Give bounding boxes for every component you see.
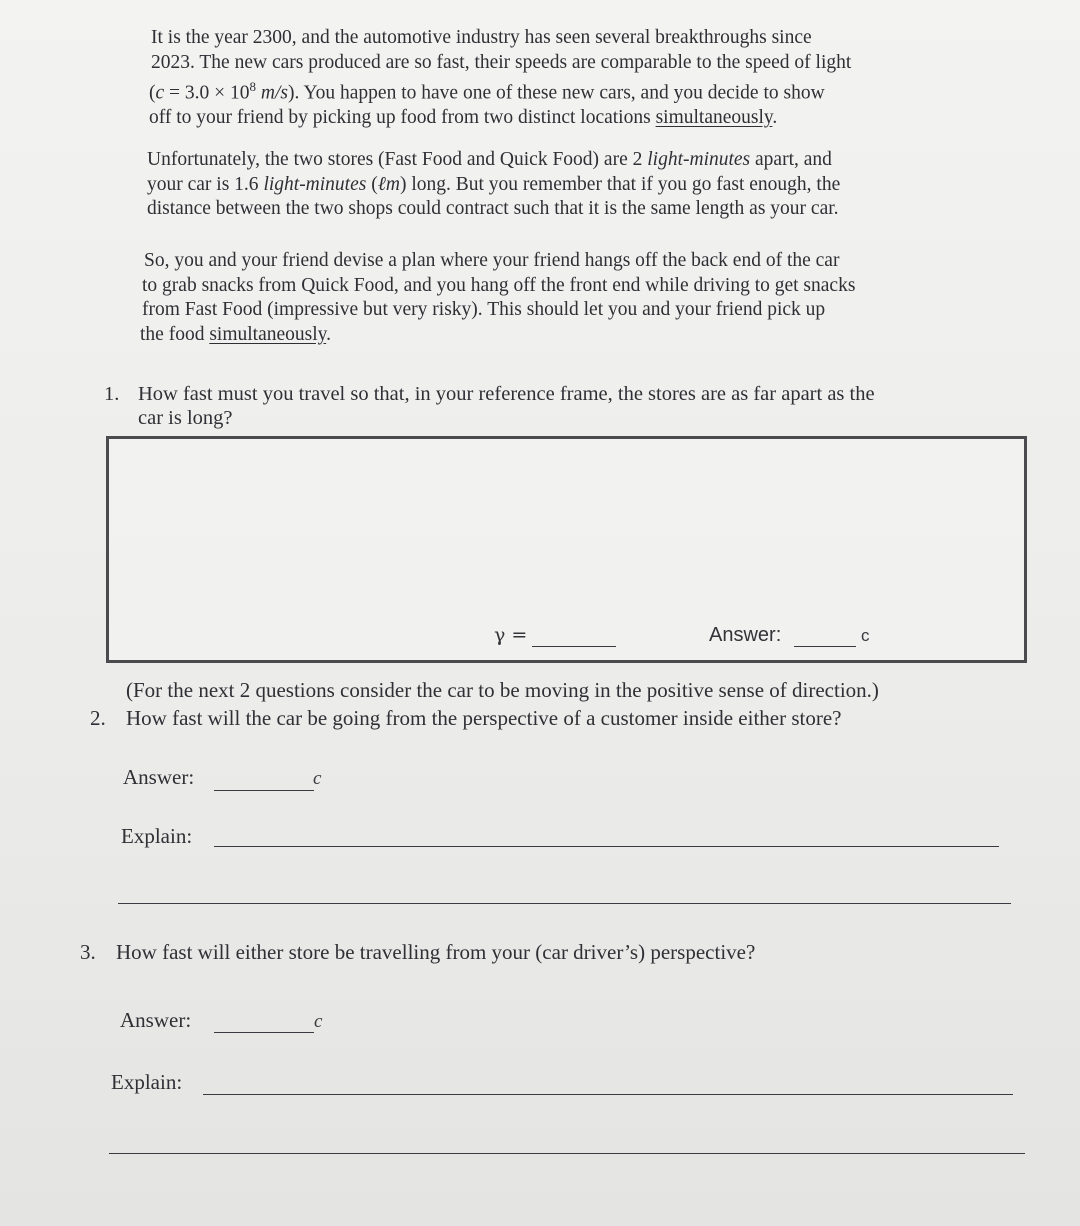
light-minute-symbol: ℓm [377,173,400,195]
question-1-line-2 [138,406,233,431]
question-1-text-line-2: car is long? [138,407,233,429]
question-3 [80,940,755,965]
intro-paragraph-1 [151,26,851,131]
intro-paragraph-2 [147,148,840,222]
text-fragment: = 3.0 × 10 [164,82,250,104]
text-fragment: . [772,107,778,128]
q2-explain-label: Explain: [121,824,193,848]
speed-of-light-symbol: c [155,82,165,104]
q2-unit-c: c [313,768,322,789]
direction-note: (For the next 2 questions consider the car to be moving in the positive sense of direction.) [126,678,879,702]
text-fragment: ( [366,173,378,195]
underlined-word: simultaneously [209,323,327,345]
q3-explain-line-2[interactable] [109,1153,1025,1154]
q2-answer-label: Answer: [123,765,195,789]
text-fragment: Unfortunately, the two stores (Fast Food and Quick Food) are 2 [147,149,648,170]
question-1-number: 1. [104,383,120,405]
text-fragment: ) long. But you remember that if you go fast enough, the [399,173,841,195]
intro-p3-line-4 [140,323,855,348]
text-fragment: ( [149,82,156,104]
exponent: 8 [249,79,257,94]
q1-unit-c: c [861,626,870,645]
text-fragment: your car is 1.6 [147,173,264,195]
question-2 [90,706,842,731]
intro-p1-line-1: It is the year 2300, and the automotive industry has seen several breakthroughs since [151,27,812,48]
intro-paragraph-3 [140,249,856,347]
gamma-answer-line[interactable] [532,646,616,647]
underlined-word: simultaneously [655,107,773,128]
intro-p2-line-3: distance between the two shops could contract such that it is the same length as your car. [147,198,839,219]
q2-explain-line-2[interactable] [118,903,1011,904]
q1-answer-line[interactable] [794,646,856,647]
text-fragment: . [326,323,332,345]
emphasis: light-minutes [647,149,751,170]
question-3-text: How fast will either store be travelling from your (car driver’s) perspective? [116,940,756,964]
q3-unit-c: c [314,1011,323,1032]
question-2-text: How fast will the car be going from the perspective of a customer inside either store? [126,706,842,730]
text-fragment: off to your friend by picking up food from two distinct locations [149,107,656,128]
q3-answer-line[interactable] [214,1032,314,1033]
emphasis: light-minutes [263,173,367,195]
intro-p3-line-3: from Fast Food (impressive but very risky). This should let you and your friend pick up [142,299,826,320]
question-1-text-line-1: How fast must you travel so that, in your reference frame, the stores are as far apart as the [138,383,875,405]
intro-p3-line-2: to grab snacks from Quick Food, and you hang off the front end while driving to get snacks [142,274,856,296]
question-2-number: 2. [90,706,106,730]
intro-p2-line-2 [147,173,840,198]
text-fragment: ). You happen to have one of these new cars, and you decide to show [288,82,825,104]
intro-p1-line-3 [149,75,851,106]
question-1-answer-box[interactable] [106,436,1027,663]
intro-p1-line-2: 2023. The new cars produced are so fast, their speeds are comparable to the speed of light [151,51,852,73]
q2-answer-line[interactable] [214,790,314,791]
q3-explain-label: Explain: [111,1070,183,1094]
question-1 [104,382,875,407]
text-fragment: apart, and [750,149,832,170]
question-3-number: 3. [80,940,96,964]
intro-p3-line-1: So, you and your friend devise a plan where your friend hangs off the back end of the car [144,250,840,271]
q3-answer-label: Answer: [120,1008,192,1032]
intro-p2-line-1 [147,148,840,173]
q1-answer-label: Answer: [709,624,782,646]
q3-explain-line-1[interactable] [203,1094,1013,1095]
intro-p1-line-4 [149,106,851,131]
unit-mps: m/s [260,82,288,104]
text-fragment: the food [140,323,210,345]
q2-explain-line-1[interactable] [214,846,999,847]
gamma-label: γ = [494,624,528,646]
